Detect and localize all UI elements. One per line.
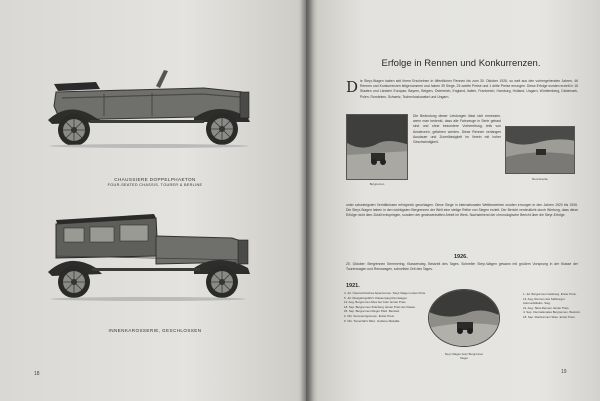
result-entry: 25. Sep. Bergrennen Rieger Platz. Bestzeit. <box>344 309 400 314</box>
result-entry: 4. Sep. Internationales Bergrennen. Bestzeit. <box>523 310 581 315</box>
touring-car-illustration <box>44 58 258 148</box>
round-photo-caption-line-2: Sieger <box>459 356 469 360</box>
book-gutter <box>300 0 314 401</box>
result-entry: 5. Jul. Riesgebirgsfahrt. Klassensieg Rennwagen. <box>344 295 408 300</box>
left-page-number: 18 <box>34 371 40 377</box>
results-1921-right-column <box>523 292 581 372</box>
car1-caption-subtitle: FOUR-SEATED CHASSIS, TOURER & BERLINE <box>107 183 203 187</box>
round-photo-caption-line-1: Steyr-Wagen beim Bergrennen <box>444 352 484 356</box>
result-entry: 1. Jul. Bergrennen Gaisberg. Erster Preis. <box>523 292 577 296</box>
middle-paragraph: Die Bedeutung dieser Leistungen lässt sich ermessen, wenn man bedenkt, dass alle Fahrzeuge in Serie gebaut sind und ohne besondere Vorbereitung, teils von Amateuren, gefahren werden. Diese Rennen verlangen Ausdauer und Zuverlässigkeit im Verein mit hoher Geschwindigkeit. <box>413 114 501 145</box>
result-entry: 21. Aug. Tatra-Rennen. Erster Preis. <box>523 305 570 310</box>
result-entry: 9. Okt. Tourenfahrt Wien. Goldene Medaille. <box>344 318 401 323</box>
race-photo-1 <box>346 114 408 180</box>
car1-caption <box>55 177 255 187</box>
race-photo-1-caption: Bergrennen <box>369 182 385 186</box>
result-entry: 2. Okt. Semmeringrennen. Erster Preis. <box>344 313 395 318</box>
result-entry: 18. Sep. Bergrennen Zirlerberg. Erster Preis der Klasse. <box>344 304 416 309</box>
car2-caption-title: INNENKAROSSERIE, GESCHLOSSEN <box>108 328 202 333</box>
year-heading-1926: 1926. <box>454 254 468 260</box>
right-page <box>306 0 600 401</box>
page-heading: Erfolge in Rennen und Konkurrenzen. <box>381 58 541 69</box>
year-heading-1921: 1921. <box>346 283 360 289</box>
round-photo-caption <box>426 352 502 360</box>
result-entry: 12. Aug. Bergrennen Ries bei Graz. Erster Preis. <box>344 300 407 305</box>
result-entry: 18. Sep. Flachrennen Wien. Erster Preis. <box>523 314 576 319</box>
round-race-photo <box>428 289 500 347</box>
sedan-car-illustration <box>46 206 256 302</box>
summary-paragraph: unter schwierigsten Verhältnissen erfolgreich geschlagen. Diese Siege in internationalen Wettbewerben wurden errungen in den Jahren 1920 bis 1926. Die Steyr-Wagen haben in den wichtigsten Bergrennen der Welt eine stetige Reihe von Siegen erzielt. Der Bericht verdeutlicht durch Wertung, dass diese Erfolge nicht dem Zufall entspringen, sondern der gewissenhaften Arbeit im Werk. Nachstehend der chronologische Bericht über die Steyr-Erfolge. <box>346 203 578 218</box>
race-photo-2-caption: Rennstrecke <box>532 177 548 181</box>
results-1926: 20. Oktober: Bergrennen Semmering. Klassensieg. Bestzeit des Tages. Schneller Steyr-Wagen gewann mit großem Vorsprung in der Klasse der Tourenwagen und Rennwagen, schnellste Zeit des Tages. <box>346 262 578 272</box>
car1-caption-title: CHAUSSIERE DOPPELPHAETON <box>114 177 196 182</box>
result-entry: 13. Aug. Rennen des Salzburger Automobilklubs. Sieg. <box>523 296 565 306</box>
drop-cap: D <box>346 78 359 96</box>
car2-caption <box>55 328 255 333</box>
right-page-number: 19 <box>561 369 567 375</box>
intro-paragraph: ie Steyr-Wagen haben seit ihrem Erscheinen in öffentlichen Rennen bis zum 30. Oktober 1926, so weit aus den vorhergehenden Jahren, 46 Rennen und Konkurrenzen teilgenommen und haben 39 Siege, 25 zweite Preise und 1 dritte Preise errungen. Diese Erfolge wurden erzielt in 16 Staaten und Ländern Europas: Bayern, Belgien, Österreich, England, Italien, Frankreich, Hamburg, Holland, Ungarn, Württemberg, Dänemark, Polen, Rumänien, Schweiz, Tschechoslowakei und Ungarn. <box>360 79 578 99</box>
results-1921-left-column <box>344 291 426 371</box>
race-photo-2 <box>505 126 575 174</box>
result-entry: 4. Jul. Österreichisches Alpenrennen. Steyr-Wagen erster Preis. <box>344 291 426 295</box>
